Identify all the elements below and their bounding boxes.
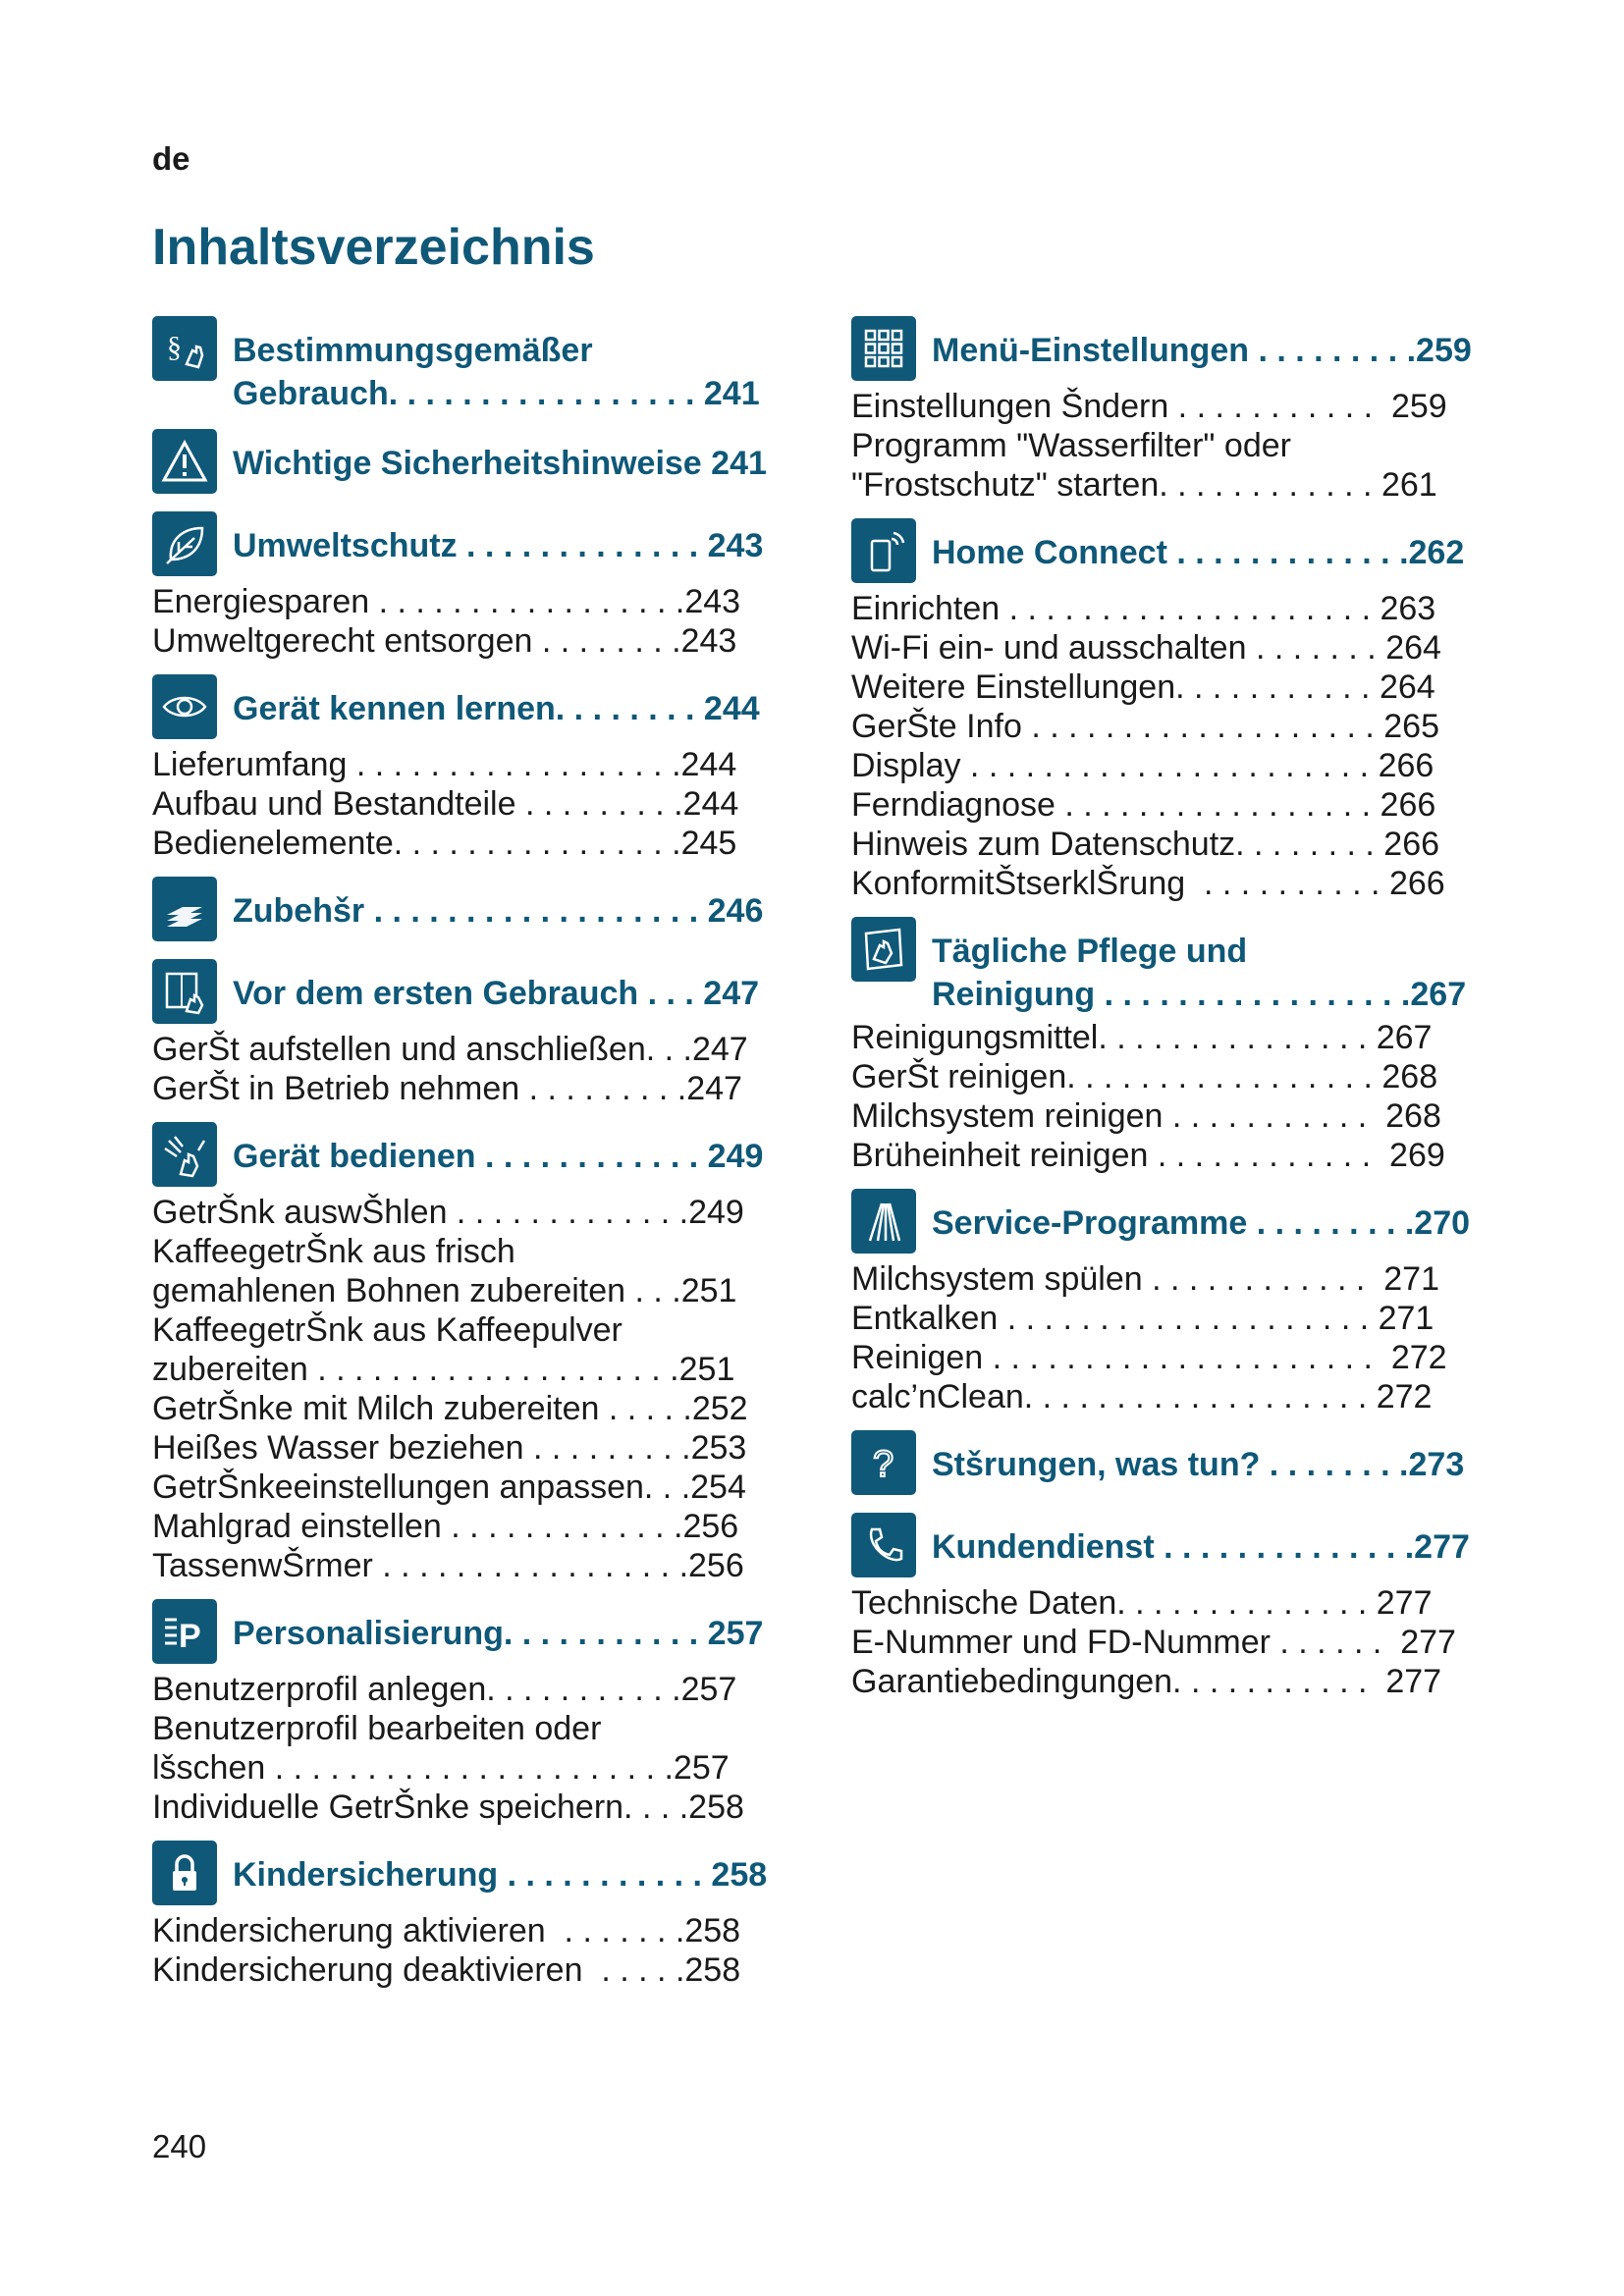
toc-section bbox=[152, 1599, 802, 1827]
toc-section-title: Menü-Einstellungen . . . . . . . . .259 bbox=[932, 332, 1472, 369]
toc-entry[interactable]: TassenwŠrmer . . . . . . . . . . . . . . . . .256 bbox=[152, 1547, 744, 1584]
toc-entry-list bbox=[152, 582, 802, 661]
paragraph-hand-icon bbox=[152, 316, 217, 381]
toc-section bbox=[851, 1430, 1501, 1499]
personalization-p-icon bbox=[152, 1599, 217, 1664]
toc-section-title: Personalisierung. . . . . . . . . . . 257 bbox=[233, 1615, 764, 1652]
toc-section-heading[interactable] bbox=[152, 877, 802, 945]
toc-section bbox=[851, 1189, 1501, 1416]
svg-text:P: P bbox=[179, 1618, 201, 1655]
toc-entry[interactable]: Benutzerprofil anlegen. . . . . . . . . . .257 bbox=[152, 1671, 737, 1708]
toc-entry[interactable]: GetrŠnk auswŠhlen . . . . . . . . . . . . .249 bbox=[152, 1194, 744, 1231]
toc-entry[interactable]: Reinigen . . . . . . . . . . . . . . . . . . . . . 272 bbox=[851, 1339, 1447, 1376]
cleaning-hand-icon bbox=[851, 917, 916, 982]
toc-section bbox=[152, 1841, 802, 1990]
toc-section bbox=[152, 429, 802, 498]
toc-section-title: Umweltschutz . . . . . . . . . . . . . 243 bbox=[233, 527, 764, 564]
toc-entry[interactable]: Entkalken . . . . . . . . . . . . . . . . . . . . 271 bbox=[851, 1300, 1435, 1337]
toc-section-title: Gerät kennen lernen. . . . . . . . 244 bbox=[233, 690, 760, 727]
toc-section-heading[interactable] bbox=[152, 511, 802, 580]
toc-section bbox=[152, 1122, 802, 1585]
toc-entry-list bbox=[152, 745, 802, 863]
toc-entry-list bbox=[152, 1193, 802, 1585]
toc-entry[interactable]: KonformitŠtserklŠrung . . . . . . . . . . 266 bbox=[851, 865, 1445, 902]
toc-section-heading[interactable] bbox=[152, 674, 802, 743]
toc-entry[interactable]: Weitere Einstellungen. . . . . . . . . . . 264 bbox=[851, 668, 1435, 706]
toc-section-title: Bestimmungsgemäßer Gebrauch. . . . . . . . . . . . . . . . . 241 bbox=[233, 332, 760, 412]
toc-section bbox=[152, 316, 802, 415]
question-mark-icon bbox=[851, 1430, 916, 1495]
toc-entry-list bbox=[851, 1583, 1501, 1701]
accessories-stack-icon bbox=[152, 877, 217, 941]
toc-section-heading[interactable] bbox=[152, 959, 802, 1028]
toc-section-title: Service-Programme . . . . . . . . .270 bbox=[932, 1204, 1471, 1242]
toc-entry-list bbox=[851, 589, 1501, 903]
leaf-icon bbox=[152, 511, 217, 576]
toc-section bbox=[851, 316, 1501, 505]
service-rays-icon bbox=[851, 1189, 916, 1254]
toc-section bbox=[152, 877, 802, 945]
toc-entry[interactable]: GerŠt reinigen. . . . . . . . . . . . . . . . . 268 bbox=[851, 1058, 1438, 1095]
toc-entry[interactable]: Garantiebedingungen. . . . . . . . . . . 277 bbox=[851, 1663, 1442, 1700]
menu-grid-icon bbox=[851, 316, 916, 381]
toc-entry[interactable]: Technische Daten. . . . . . . . . . . . . . 277 bbox=[851, 1584, 1433, 1622]
toc-entry[interactable]: GerŠt aufstellen und anschließen. . .247 bbox=[152, 1031, 748, 1068]
toc-section-heading[interactable] bbox=[851, 316, 1501, 385]
toc-section-title: Stšrungen, was tun? . . . . . . . .273 bbox=[932, 1446, 1465, 1483]
toc-entry-list bbox=[851, 387, 1501, 505]
telephone-icon bbox=[851, 1513, 916, 1577]
toc-entry[interactable]: KaffeegetrŠnk aus frisch gemahlenen Bohnen zubereiten . . .251 bbox=[152, 1233, 737, 1309]
toc-section-heading[interactable] bbox=[851, 1513, 1501, 1581]
toc-entry-list bbox=[152, 1670, 802, 1827]
page-number: 240 bbox=[152, 2128, 207, 2164]
toc-entry[interactable]: KaffeegetrŠnk aus Kaffeepulver zubereiten . . . . . . . . . . . . . . . . . . . .251 bbox=[152, 1311, 735, 1388]
toc-left-column bbox=[152, 316, 802, 2003]
toc-section-title: Tägliche Pflege und Reinigung . . . . . . . . . . . . . . . . .267 bbox=[932, 933, 1467, 1013]
toc-entry[interactable]: Individuelle GetrŠnke speichern. . . .258 bbox=[152, 1789, 744, 1826]
toc-section-heading[interactable] bbox=[152, 429, 802, 498]
toc-section bbox=[851, 518, 1501, 903]
toc-entry[interactable]: Lieferumfang . . . . . . . . . . . . . . . . . .244 bbox=[152, 746, 737, 783]
toc-section-title: Kindersicherung . . . . . . . . . . . 258 bbox=[233, 1856, 768, 1894]
toc-entry[interactable]: Kindersicherung aktivieren . . . . . . .258 bbox=[152, 1912, 741, 1949]
toc-section-heading[interactable] bbox=[152, 1599, 802, 1668]
toc-right-column bbox=[851, 316, 1501, 1715]
toc-entry[interactable]: Programm "Wasserfilter" oder "Frostschutz" starten. . . . . . . . . . . . 261 bbox=[851, 427, 1437, 504]
toc-section-title: Home Connect . . . . . . . . . . . . .262 bbox=[932, 534, 1465, 571]
language-code: de bbox=[152, 140, 190, 177]
toc-section bbox=[851, 917, 1501, 1175]
toc-section-heading[interactable] bbox=[152, 1122, 802, 1191]
toc-entry[interactable]: GetrŠnkeeinstellungen anpassen. . .254 bbox=[152, 1468, 746, 1506]
toc-section-title: Gerät bedienen . . . . . . . . . . . . 249 bbox=[233, 1138, 764, 1175]
toc-entry[interactable]: Aufbau und Bestandteile . . . . . . . . .244 bbox=[152, 785, 739, 823]
toc-entry[interactable]: Einrichten . . . . . . . . . . . . . . . . . . . . 263 bbox=[851, 590, 1436, 627]
toc-section-title: Vor dem ersten Gebrauch . . . 247 bbox=[233, 975, 760, 1012]
toc-entry-list bbox=[851, 1018, 1501, 1175]
toc-entry[interactable]: E-Nummer und FD-Nummer . . . . . . 277 bbox=[851, 1624, 1456, 1661]
svg-text:§: § bbox=[167, 331, 182, 363]
eye-icon bbox=[152, 674, 217, 739]
toc-entry[interactable]: Wi-Fi ein- und ausschalten . . . . . . . 264 bbox=[851, 629, 1441, 667]
hand-touch-icon bbox=[152, 1122, 217, 1187]
toc-section-heading[interactable] bbox=[152, 1841, 802, 1909]
toc-section-heading[interactable] bbox=[152, 316, 802, 415]
toc-entry-list bbox=[851, 1259, 1501, 1416]
toc-entry[interactable]: Display . . . . . . . . . . . . . . . . . . . . . . 266 bbox=[851, 747, 1435, 784]
toc-entry[interactable]: GetrŠnke mit Milch zubereiten . . . . .252 bbox=[152, 1390, 748, 1427]
toc-entry[interactable]: calc’nClean. . . . . . . . . . . . . . . . . . . 272 bbox=[851, 1378, 1433, 1415]
toc-entry[interactable]: GerŠt in Betrieb nehmen . . . . . . . . .247 bbox=[152, 1070, 742, 1107]
toc-entry[interactable]: Heißes Wasser beziehen . . . . . . . . .253 bbox=[152, 1429, 747, 1467]
toc-entry[interactable]: Energiesparen . . . . . . . . . . . . . . . . .243 bbox=[152, 583, 741, 620]
toc-section-title: Wichtige Sicherheitshinweise 241 bbox=[233, 445, 767, 482]
toc-section bbox=[152, 511, 802, 661]
warning-triangle-icon bbox=[152, 429, 217, 494]
toc-entry[interactable]: Benutzerprofil bearbeiten oder lšschen . . . . . . . . . . . . . . . . . . . . . .257 bbox=[152, 1710, 730, 1787]
toc-section bbox=[152, 674, 802, 863]
toc-entry[interactable]: Mahlgrad einstellen . . . . . . . . . . . . .256 bbox=[152, 1508, 739, 1545]
toc-section bbox=[851, 1513, 1501, 1701]
toc-entry[interactable]: Umweltgerecht entsorgen . . . . . . . .243 bbox=[152, 622, 737, 660]
toc-section-heading[interactable] bbox=[851, 518, 1501, 587]
toc-entry[interactable]: Reinigungsmittel. . . . . . . . . . . . . . . 267 bbox=[851, 1019, 1433, 1056]
book-hand-icon bbox=[152, 959, 217, 1024]
toc-section-title: Kundendienst . . . . . . . . . . . . . .277 bbox=[932, 1528, 1470, 1566]
toc-entry[interactable]: Kindersicherung deaktivieren . . . . .258 bbox=[152, 1951, 741, 1989]
toc-entry[interactable]: Milchsystem spülen . . . . . . . . . . . . 271 bbox=[851, 1260, 1439, 1298]
toc-entry-list bbox=[152, 1911, 802, 1990]
toc-section-heading[interactable] bbox=[851, 917, 1501, 1016]
toc-section-heading[interactable] bbox=[851, 1189, 1501, 1257]
toc-entry[interactable]: Brüheinheit reinigen . . . . . . . . . . . . 269 bbox=[851, 1137, 1445, 1174]
padlock-icon bbox=[152, 1841, 217, 1905]
svg-text:?: ? bbox=[873, 1444, 894, 1485]
toc-entry[interactable]: Ferndiagnose . . . . . . . . . . . . . . . . . 266 bbox=[851, 786, 1436, 824]
toc-entry[interactable]: Bedienelemente. . . . . . . . . . . . . . . .245 bbox=[152, 825, 737, 862]
page-title: Inhaltsverzeichnis bbox=[152, 219, 595, 276]
toc-entry[interactable]: GerŠte Info . . . . . . . . . . . . . . . . . . . 265 bbox=[851, 708, 1440, 745]
toc-section bbox=[152, 959, 802, 1108]
toc-entry-list bbox=[152, 1030, 802, 1108]
toc-section-title: Zubehšr . . . . . . . . . . . . . . . . . . 246 bbox=[233, 892, 764, 930]
toc-entry[interactable]: Einstellungen Šndern . . . . . . . . . . . 259 bbox=[851, 388, 1447, 425]
phone-wireless-icon bbox=[851, 518, 916, 583]
toc-entry[interactable]: Milchsystem reinigen . . . . . . . . . . . 268 bbox=[851, 1097, 1441, 1135]
toc-section-heading[interactable] bbox=[851, 1430, 1501, 1499]
toc-entry[interactable]: Hinweis zum Datenschutz. . . . . . . . 266 bbox=[851, 826, 1440, 863]
